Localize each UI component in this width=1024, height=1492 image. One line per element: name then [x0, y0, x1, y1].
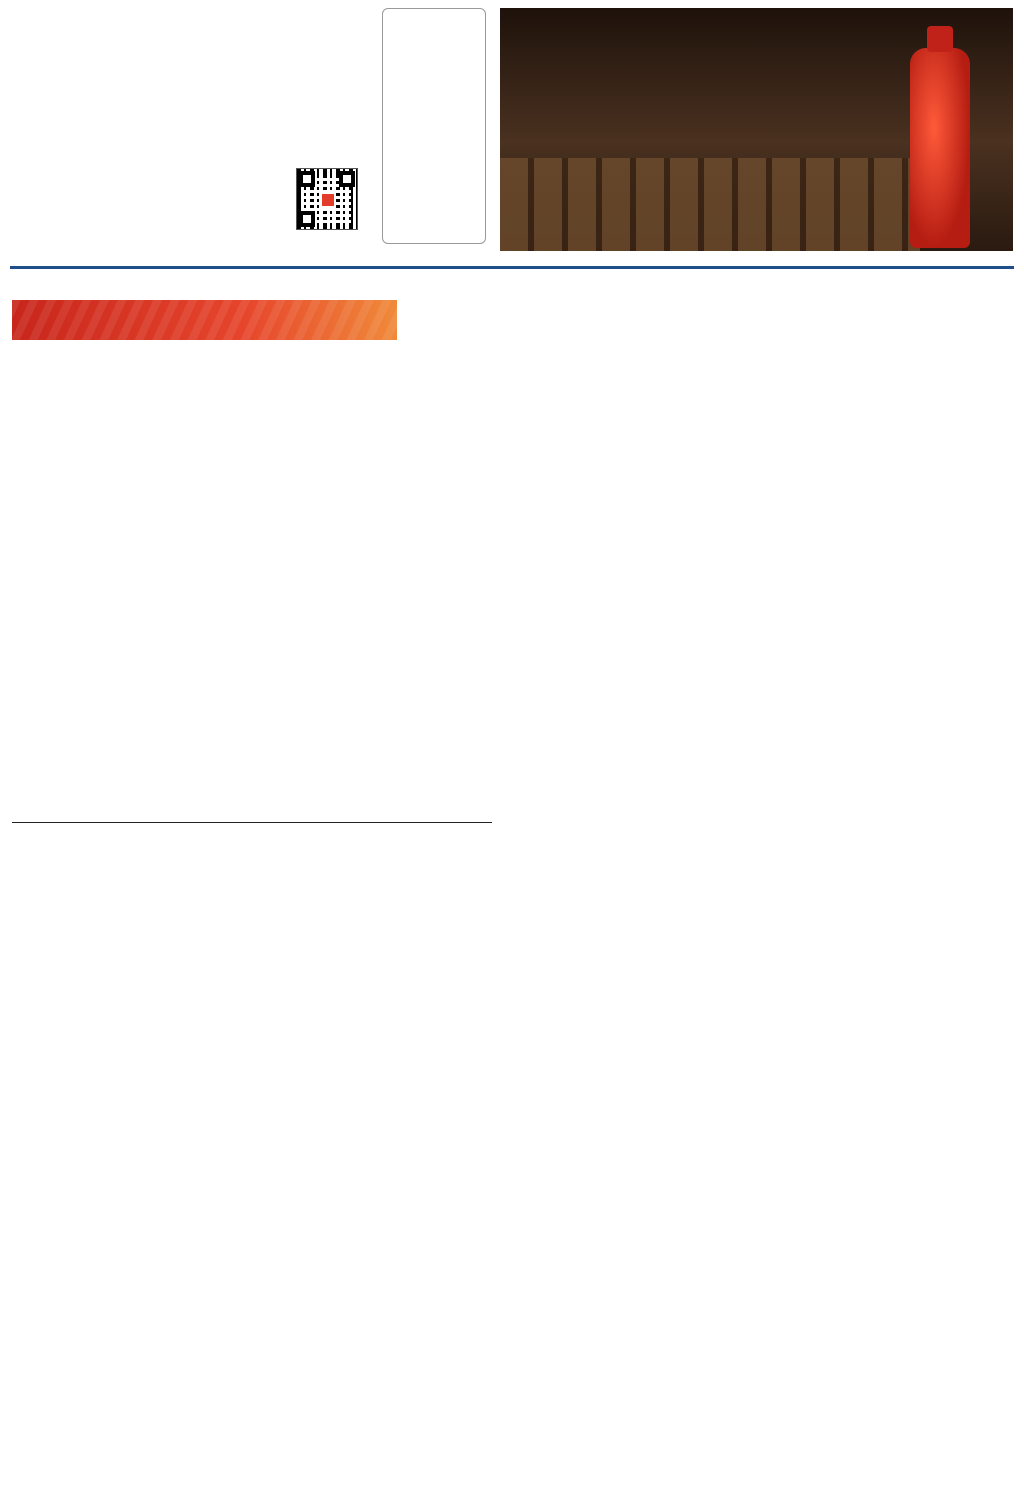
masthead-rule [10, 266, 1014, 269]
banner [12, 300, 397, 340]
a1-col1 [8, 464, 170, 812]
logo-calligraphy [14, 8, 269, 178]
ad-barrels [500, 158, 920, 251]
dateline-box [382, 8, 486, 244]
advertisement[interactable] [500, 8, 1013, 251]
qr-code[interactable] [296, 168, 358, 230]
a1-col2 [176, 464, 331, 812]
a1-col3 [337, 464, 492, 812]
ad-bottle [910, 48, 970, 248]
masthead-logo [14, 8, 269, 178]
a1-bottom-rule [12, 822, 492, 823]
